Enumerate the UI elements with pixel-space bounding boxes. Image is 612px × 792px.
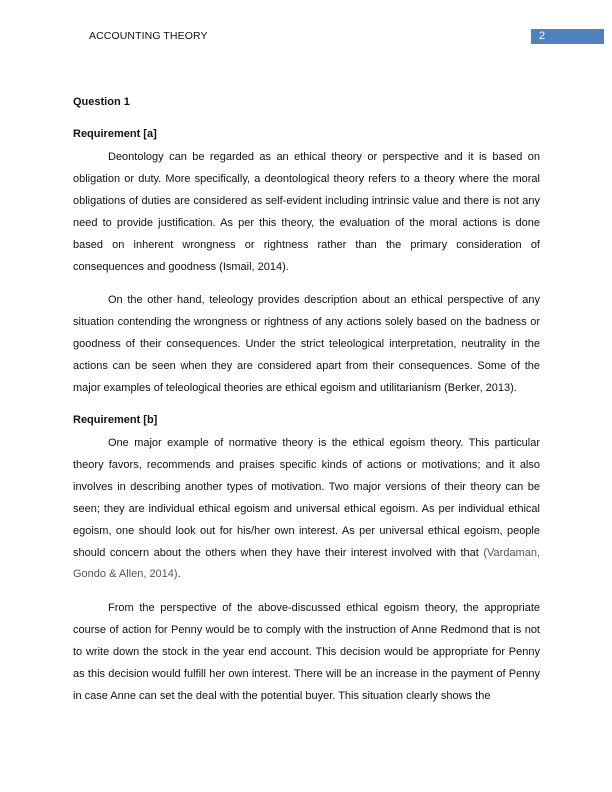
requirement-b-heading: Requirement [b] [73,413,158,426]
question-heading: Question 1 [73,96,130,108]
requirement-b-paragraph-2: From the perspective of the above-discussed ethical egoism theory, the appropriate course of action for Penny would be to comply with the instruction of Anne Redmond that is not to write down the stock in the year end account. This decision would be appropriate for Penny as this decision would fulfill her own interest. There will be an increase in the payment of Penny in case Anne can set the deal with the potential buyer. This situation clearly shows the [73,602,540,702]
requirement-a-paragraph-1: Deontology can be regarded as an ethical theory or perspective and it is based on obligation or duty. More specifically, a deontological theory refers to a theory where the moral obligations of duties are considered as self-evident including intrinsic value and there is not any need to provide justification. As per this theory, the evaluation of the moral actions is done based on inherent wrongness or rightness rather than the primary consideration of consequences and goodness (Ismail, 2014). [73,151,540,273]
citation: (Vardaman, Gondo & Allen, 2014) [73,546,541,581]
paragraph-end: . [177,568,181,581]
running-header-title: ACCOUNTING THEORY [89,30,208,42]
page-number-badge: 2 [531,29,604,44]
document-body [73,94,540,720]
requirement-b-paragraph-1 [73,433,540,586]
requirement-a-paragraph-2: On the other hand, teleology provides description about an ethical perspective of any situation contending the wrongness or rightness of any actions solely based on the badness or goodness of their consequences. Under the strict teleological interpretation, neutrality in the actions can be seen when they are considered apart from their consequences. Some of the major examples of teleological theories are ethical egoism and utilitarianism (Berker, 2013). [73,294,540,395]
paragraph-text: One major example of normative theory is the ethical egoism theory. This particular theory favors, recommends and praises specific kinds of actions or motivations; and it also involves in describing another types of motivation. Two major versions of their theory can be seen; they are individual ethical egoism and universal ethical egoism. As per individual ethical egoism, one should look out for his/her own interest. As per universal ethical egoism, people should concern about the others when they have their interest involved with that [73,436,540,559]
requirement-a-heading: Requirement [a] [73,128,157,140]
